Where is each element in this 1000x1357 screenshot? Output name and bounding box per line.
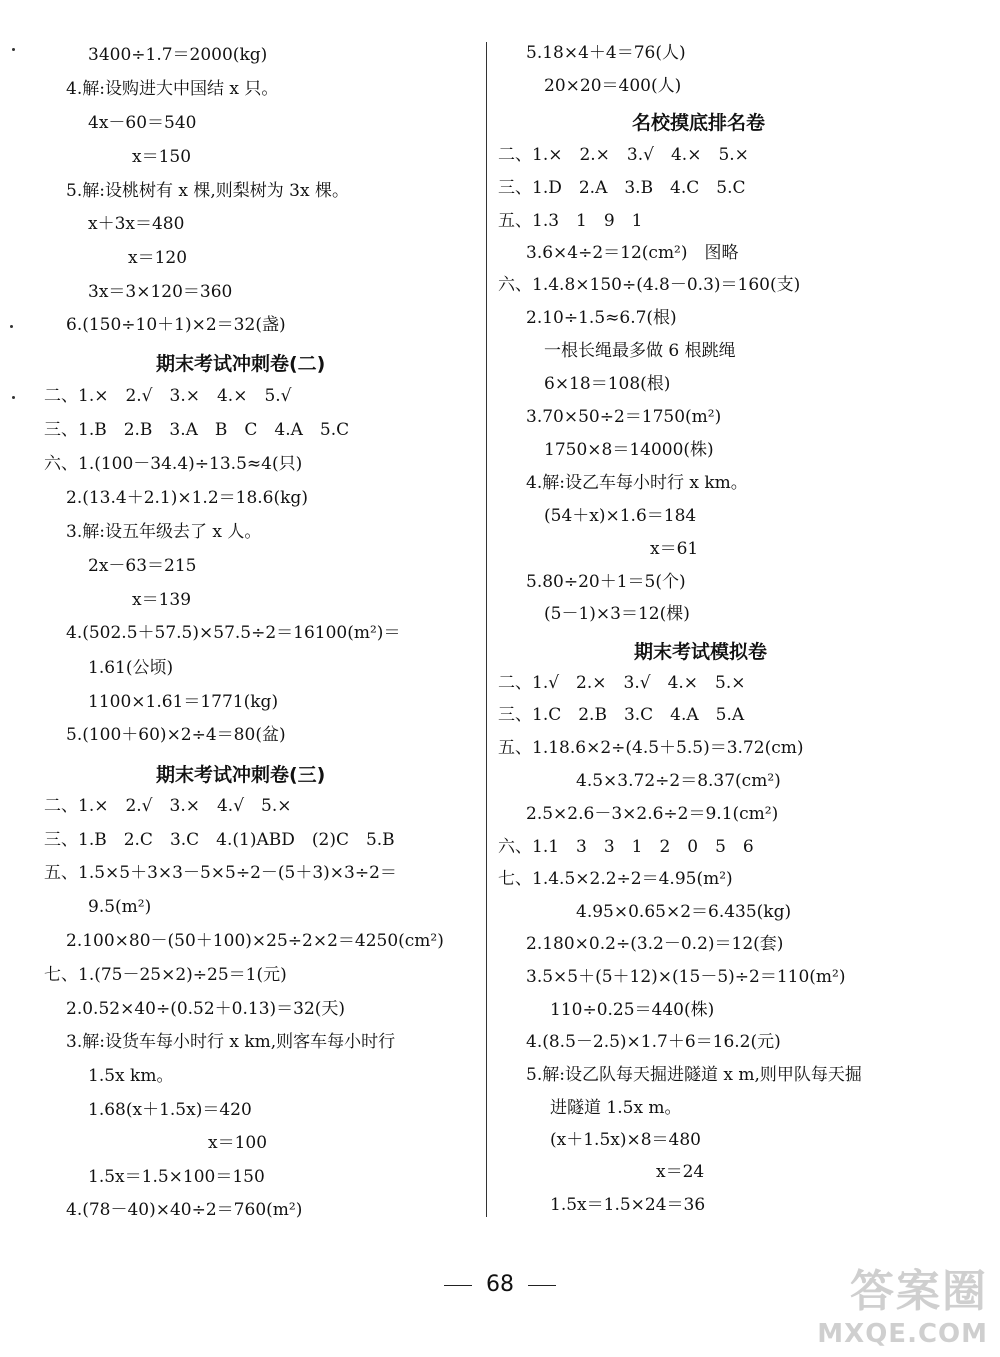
line: 2.100×80－(50＋100)×25÷2×2＝4250(cm²) — [66, 931, 444, 951]
line: 2.0.52×40÷(0.52＋0.13)＝32(天) — [66, 999, 346, 1019]
line: 1.5x km。 — [88, 1066, 174, 1086]
line: 二、1.× 2.× 3.√ 4.× 5.× — [498, 145, 749, 165]
line: x＋3x＝480 — [88, 214, 185, 234]
line: 二、1.× 2.√ 3.× 4.× 5.√ — [44, 386, 292, 406]
line: 六、1.(100－34.4)÷13.5≈4(只) — [44, 454, 303, 474]
column-divider — [486, 42, 487, 1217]
margin-dot — [12, 396, 15, 399]
line: 4.(8.5－2.5)×1.7＋6＝16.2(元) — [526, 1032, 781, 1052]
line: x＝61 — [650, 539, 699, 559]
line: 二、1.× 2.√ 3.× 4.√ 5.× — [44, 796, 292, 816]
section-heading: 期末考试冲刺卷(二) — [156, 353, 326, 375]
line: 2x－63＝215 — [88, 556, 197, 576]
line: 5.(100＋60)×2÷4＝80(盆) — [66, 725, 286, 745]
line: (x＋1.5x)×8＝480 — [550, 1130, 701, 1150]
dash-right — [528, 1285, 556, 1286]
line: 1750×8＝14000(株) — [544, 440, 714, 460]
line: 三、1.B 2.B 3.A B C 4.A 5.C — [44, 420, 350, 440]
line: 6×18＝108(根) — [544, 374, 671, 394]
line: 6.(150÷10＋1)×2＝32(盏) — [66, 315, 286, 335]
margin-dot — [10, 325, 13, 328]
line: 3400÷1.7＝2000(kg) — [88, 45, 268, 65]
line: 五、1.3 1 9 1 — [498, 211, 643, 231]
watermark-top: 答案圈 — [850, 1266, 988, 1317]
line: x＝100 — [208, 1133, 268, 1153]
line: 4.95×0.65×2＝6.435(kg) — [576, 902, 792, 922]
line: 六、1.4.8×150÷(4.8－0.3)＝160(支) — [498, 275, 801, 295]
line: 5.解:设乙队每天掘进隧道 x m,则甲队每天掘 — [526, 1065, 862, 1085]
line: 1.5x＝1.5×24＝36 — [550, 1195, 706, 1215]
line: 4.(502.5＋57.5)×57.5÷2＝16100(m²)＝ — [66, 623, 401, 643]
line: 20×20＝400(人) — [544, 76, 682, 96]
line: 5.80÷20＋1＝5(个) — [526, 572, 686, 592]
line: x＝120 — [128, 248, 188, 268]
line: 4x－60＝540 — [88, 113, 197, 133]
line: 七、1.4.5×2.2÷2＝4.95(m²) — [498, 869, 733, 889]
line: 3.5×5＋(5＋12)×(15－5)÷2＝110(m²) — [526, 967, 846, 987]
line: 2.5×2.6－3×2.6÷2＝9.1(cm²) — [526, 804, 779, 824]
line: 4.(78－40)×40÷2＝760(m²) — [66, 1200, 303, 1220]
section-heading: 期末考试冲刺卷(三) — [156, 764, 326, 786]
line: 二、1.√ 2.× 3.√ 4.× 5.× — [498, 673, 746, 693]
line: 2.180×0.2÷(3.2－0.2)＝12(套) — [526, 934, 784, 954]
line: 1.5x＝1.5×100＝150 — [88, 1167, 265, 1187]
line: 3.70×50÷2＝1750(m²) — [526, 407, 722, 427]
margin-dot — [12, 48, 15, 51]
watermark-logo — [817, 1255, 988, 1349]
line: 三、1.C 2.B 3.C 4.A 5.A — [498, 705, 745, 725]
line: 4.5×3.72÷2＝8.37(cm²) — [576, 771, 781, 791]
section-heading: 期末考试模拟卷 — [634, 641, 768, 663]
line: 一根长绳最多做 6 根跳绳 — [544, 341, 736, 361]
line: 3x＝3×120＝360 — [88, 282, 233, 302]
line: 110÷0.25＝440(株) — [550, 1000, 715, 1020]
line: 1.61(公顷) — [88, 658, 174, 678]
watermark-bottom: MXQE.COM — [817, 1319, 988, 1349]
line: 1.68(x＋1.5x)＝420 — [88, 1100, 252, 1120]
line: 2.10÷1.5≈6.7(根) — [526, 308, 677, 328]
line: 七、1.(75－25×2)÷25＝1(元) — [44, 965, 287, 985]
line: 六、1.1 3 3 1 2 0 5 6 — [498, 837, 754, 857]
section-heading: 名校摸底排名卷 — [632, 112, 766, 134]
line: (5－1)×3＝12(棵) — [544, 604, 690, 624]
line: 五、1.18.6×2÷(4.5＋5.5)＝3.72(cm) — [498, 738, 804, 758]
dash-left — [444, 1285, 472, 1286]
line: 五、1.5×5＋3×3－5×5÷2－(5＋3)×3÷2＝ — [44, 863, 397, 883]
line: (54＋x)×1.6＝184 — [544, 506, 697, 526]
line: 三、1.B 2.C 3.C 4.(1)ABD (2)C 5.B — [44, 830, 395, 850]
line: 2.(13.4＋2.1)×1.2＝18.6(kg) — [66, 488, 308, 508]
line: 3.解:设货车每小时行 x km,则客车每小时行 — [66, 1032, 396, 1052]
line: 5.解:设桃树有 x 棵,则梨树为 3x 棵。 — [66, 181, 349, 201]
line: 9.5(m²) — [88, 897, 152, 917]
line: x＝24 — [656, 1162, 705, 1182]
line: 4.解:设购进大中国结 x 只。 — [66, 79, 279, 99]
line: 三、1.D 2.A 3.B 4.C 5.C — [498, 178, 746, 198]
page-number-text: 68 — [486, 1272, 514, 1297]
line: 进隧道 1.5x m。 — [550, 1098, 682, 1118]
line: 3.解:设五年级去了 x 人。 — [66, 522, 262, 542]
line: 1100×1.61＝1771(kg) — [88, 692, 279, 712]
line: x＝139 — [132, 590, 192, 610]
line: 4.解:设乙车每小时行 x km。 — [526, 473, 748, 493]
line: 3.6×4÷2＝12(cm²) 图略 — [526, 243, 739, 263]
line: 5.18×4＋4＝76(人) — [526, 43, 686, 63]
line: x＝150 — [132, 147, 192, 167]
